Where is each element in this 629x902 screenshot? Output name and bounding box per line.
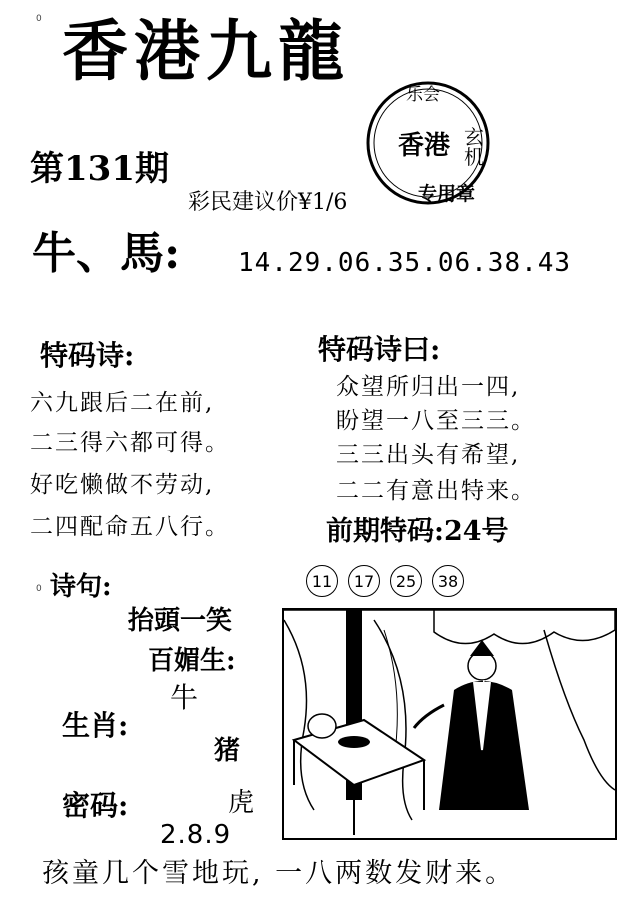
mima-label: 密码: [62, 789, 129, 822]
official-stamp [358, 75, 502, 215]
mima-extra: 虎 [228, 788, 255, 818]
left-poem-line: 好吃懒做不劳动, [30, 472, 215, 498]
right-poem-line: 三三出头有希望, [336, 442, 521, 468]
right-poem-line: 众望所归出一四, [336, 374, 521, 400]
verse-line: 百媚生: [148, 646, 236, 676]
right-poem-title: 特码诗曰: [318, 333, 441, 366]
circled-number: 11 [306, 565, 338, 597]
stamp-ring-text: 乐会 [406, 85, 440, 105]
footer-verse: 孩童几个雪地玩, 一八两数发财来。 [42, 858, 516, 889]
left-poem-line: 二三得六都可得。 [30, 430, 230, 456]
zodiac-numbers: 14.29.06.35.06.38.43 [238, 248, 572, 278]
stamp-right-text: 玄机 [464, 125, 484, 169]
mima-value: 2.8.9 [160, 820, 232, 850]
corner-mark: 0 [36, 14, 42, 24]
stamp-center-text: 香港 [398, 131, 451, 161]
circled-number: 25 [390, 565, 422, 597]
circled-number: 38 [432, 565, 464, 597]
illustration [282, 608, 617, 840]
circled-number: 17 [348, 565, 380, 597]
shengxiao-value: 牛 [170, 681, 199, 714]
suggested-price: 彩民建议价¥1/6 [188, 190, 348, 215]
circled-numbers [306, 565, 464, 597]
verse-label: 诗句: [50, 572, 112, 602]
stamp-side-text: 专用章 [418, 183, 476, 205]
previous-code-value: 24号 [443, 516, 509, 547]
right-poem-line: 盼望一八至三三。 [336, 408, 536, 434]
issue-number: 第131期 [30, 149, 169, 189]
shengxiao-label: 生肖: [62, 709, 129, 742]
left-poem-title: 特码诗: [40, 339, 135, 372]
right-poem-line: 二二有意出特来。 [336, 478, 536, 504]
scholar-illustration-icon [284, 610, 615, 838]
corner-mark: 0 [36, 584, 42, 594]
left-poem-line: 二四配命五八行。 [30, 514, 230, 540]
left-poem-line: 六九跟后二在前, [30, 390, 215, 416]
previous-code [326, 518, 509, 545]
previous-code-label: 前期特码: [326, 516, 444, 547]
verse-line: 抬頭一笑 [128, 606, 233, 636]
shengxiao-value: 猪 [214, 736, 241, 766]
zodiac-label: 牛、馬: [32, 228, 181, 279]
page-title: 香港九龍 [62, 12, 350, 90]
